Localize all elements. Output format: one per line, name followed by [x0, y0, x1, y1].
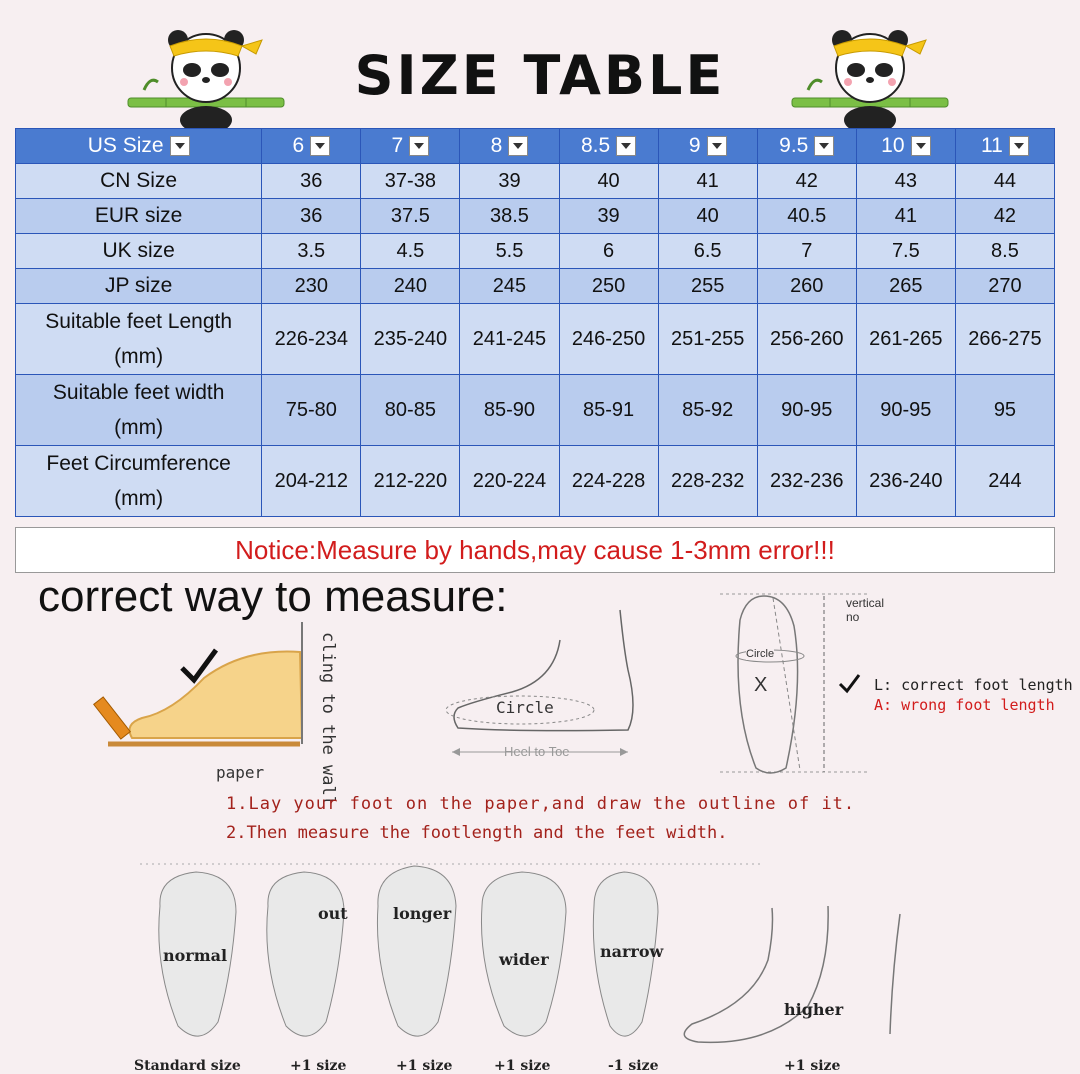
table-cell: 265 — [856, 269, 955, 304]
table-cell: 90-95 — [856, 375, 955, 446]
foot-type-label: wider — [499, 950, 549, 969]
table-cell: 244 — [955, 446, 1054, 517]
table-cell: 8.5 — [955, 234, 1054, 269]
paper-label: paper — [216, 763, 265, 782]
table-cell: 44 — [955, 164, 1054, 199]
table-cell: 95 — [955, 375, 1054, 446]
table-cell: 38.5 — [460, 199, 559, 234]
table-cell: 245 — [460, 269, 559, 304]
table-cell: 5.5 — [460, 234, 559, 269]
foot-type-caption: +1 size — [784, 1058, 841, 1074]
table-cell: 36 — [262, 164, 361, 199]
table-cell: 7 — [757, 234, 856, 269]
vertical-label: vertical — [846, 596, 885, 610]
measure-heading: correct way to measure: — [38, 572, 508, 621]
foot-type-caption: Standard size — [134, 1058, 241, 1074]
foot-icon — [267, 872, 344, 1036]
table-cell: 6 — [559, 234, 658, 269]
foot-type-label: longer — [393, 904, 452, 923]
table-cell: 261-265 — [856, 304, 955, 375]
foot-side-illustration — [446, 610, 633, 756]
table-cell: 236-240 — [856, 446, 955, 517]
table-cell: 41 — [658, 164, 757, 199]
row-label: CN Size — [16, 164, 262, 199]
table-cell: 36 — [262, 199, 361, 234]
header-value: 8 — [490, 134, 503, 157]
row-label: EUR size — [16, 199, 262, 234]
header-value: 9 — [688, 134, 701, 157]
row-label-line: Feet Circumference — [46, 452, 231, 475]
table-cell: 232-236 — [757, 446, 856, 517]
row-label: JP size — [16, 269, 262, 304]
table-cell: 255 — [658, 269, 757, 304]
no-label: no — [846, 610, 860, 624]
table-cell: 6.5 — [658, 234, 757, 269]
foot-type-label: normal — [163, 946, 228, 965]
foot-type-label: narrow — [600, 942, 664, 961]
table-cell: 3.5 — [262, 234, 361, 269]
foot-type-caption: +1 size — [290, 1058, 347, 1074]
row-label-line: Suitable feet width — [52, 381, 225, 404]
table-cell: 241-245 — [460, 304, 559, 375]
table-cell: 42 — [955, 199, 1054, 234]
table-cell: 37.5 — [361, 199, 460, 234]
pencil-icon — [94, 697, 131, 739]
header-value: 11 — [981, 134, 1003, 157]
row-label-unit: (mm) — [114, 345, 164, 368]
table-cell: 212-220 — [361, 446, 460, 517]
row-label-unit: (mm) — [114, 487, 164, 510]
foot-type-caption: -1 size — [608, 1058, 659, 1074]
foot-on-paper-illustration — [94, 622, 302, 744]
header-value: 8.5 — [580, 134, 611, 157]
foot-type-caption: +1 size — [494, 1058, 551, 1074]
notice-banner: Notice:Measure by hands,may cause 1-3mm error!!! — [15, 527, 1055, 573]
table-cell: 85-92 — [658, 375, 757, 446]
header-value: 9.5 — [779, 134, 809, 157]
table-cell: 204-212 — [262, 446, 361, 517]
step-1: 1.Lay your foot on the paper,and draw the outline of it. — [226, 794, 856, 814]
table-cell: 246-250 — [559, 304, 658, 375]
circle-label: Circle — [496, 698, 554, 717]
foot-type-caption: +1 size — [396, 1058, 453, 1074]
table-cell: 224-228 — [559, 446, 658, 517]
header-value: 6 — [292, 134, 305, 157]
table-cell: 230 — [262, 269, 361, 304]
table-cell: 260 — [757, 269, 856, 304]
table-cell: 85-90 — [460, 375, 559, 446]
table-cell: 40 — [559, 164, 658, 199]
table-cell: 235-240 — [361, 304, 460, 375]
table-cell: 251-255 — [658, 304, 757, 375]
row-label-line: Suitable feet Length — [45, 310, 233, 333]
table-cell: 220-224 — [460, 446, 559, 517]
header-value: 7 — [391, 134, 404, 157]
table-cell: 42 — [757, 164, 856, 199]
checkmark-icon — [840, 675, 859, 691]
table-cell: 40.5 — [757, 199, 856, 234]
page-title: SIZE TABLE — [354, 44, 726, 107]
table-cell: 4.5 — [361, 234, 460, 269]
table-cell: 228-232 — [658, 446, 757, 517]
row-label: UK size — [16, 234, 262, 269]
row-label-unit: (mm) — [114, 416, 164, 439]
foot-type-label: out — [318, 904, 348, 923]
legend-correct: L: correct foot length — [874, 676, 1073, 694]
step-2: 2.Then measure the footlength and the feet width. — [226, 823, 728, 843]
table-cell: 39 — [559, 199, 658, 234]
table-cell: 270 — [955, 269, 1054, 304]
foot-icon — [684, 906, 900, 1042]
foot-icon — [377, 866, 456, 1036]
wall-label: cling to the wall — [318, 632, 338, 806]
table-cell: 226-234 — [262, 304, 361, 375]
heel-to-toe-label: Heel to Toe — [504, 744, 570, 759]
table-cell: 43 — [856, 164, 955, 199]
table-cell: 80-85 — [361, 375, 460, 446]
table-cell: 39 — [460, 164, 559, 199]
table-cell: 37-38 — [361, 164, 460, 199]
table-cell: 240 — [361, 269, 460, 304]
legend-wrong: A: wrong foot length — [874, 696, 1055, 714]
table-cell: 250 — [559, 269, 658, 304]
wrong-mark: X — [754, 674, 768, 696]
table-cell: 256-260 — [757, 304, 856, 375]
table-cell: 90-95 — [757, 375, 856, 446]
circle-small-label: Circle — [746, 648, 775, 660]
header-label: US Size — [87, 134, 164, 157]
table-cell: 40 — [658, 199, 757, 234]
table-cell: 7.5 — [856, 234, 955, 269]
foot-type-label: higher — [784, 1000, 844, 1019]
table-cell: 41 — [856, 199, 955, 234]
table-cell: 266-275 — [955, 304, 1054, 375]
table-cell: 85-91 — [559, 375, 658, 446]
header-value: 10 — [881, 134, 905, 157]
table-cell: 75-80 — [262, 375, 361, 446]
